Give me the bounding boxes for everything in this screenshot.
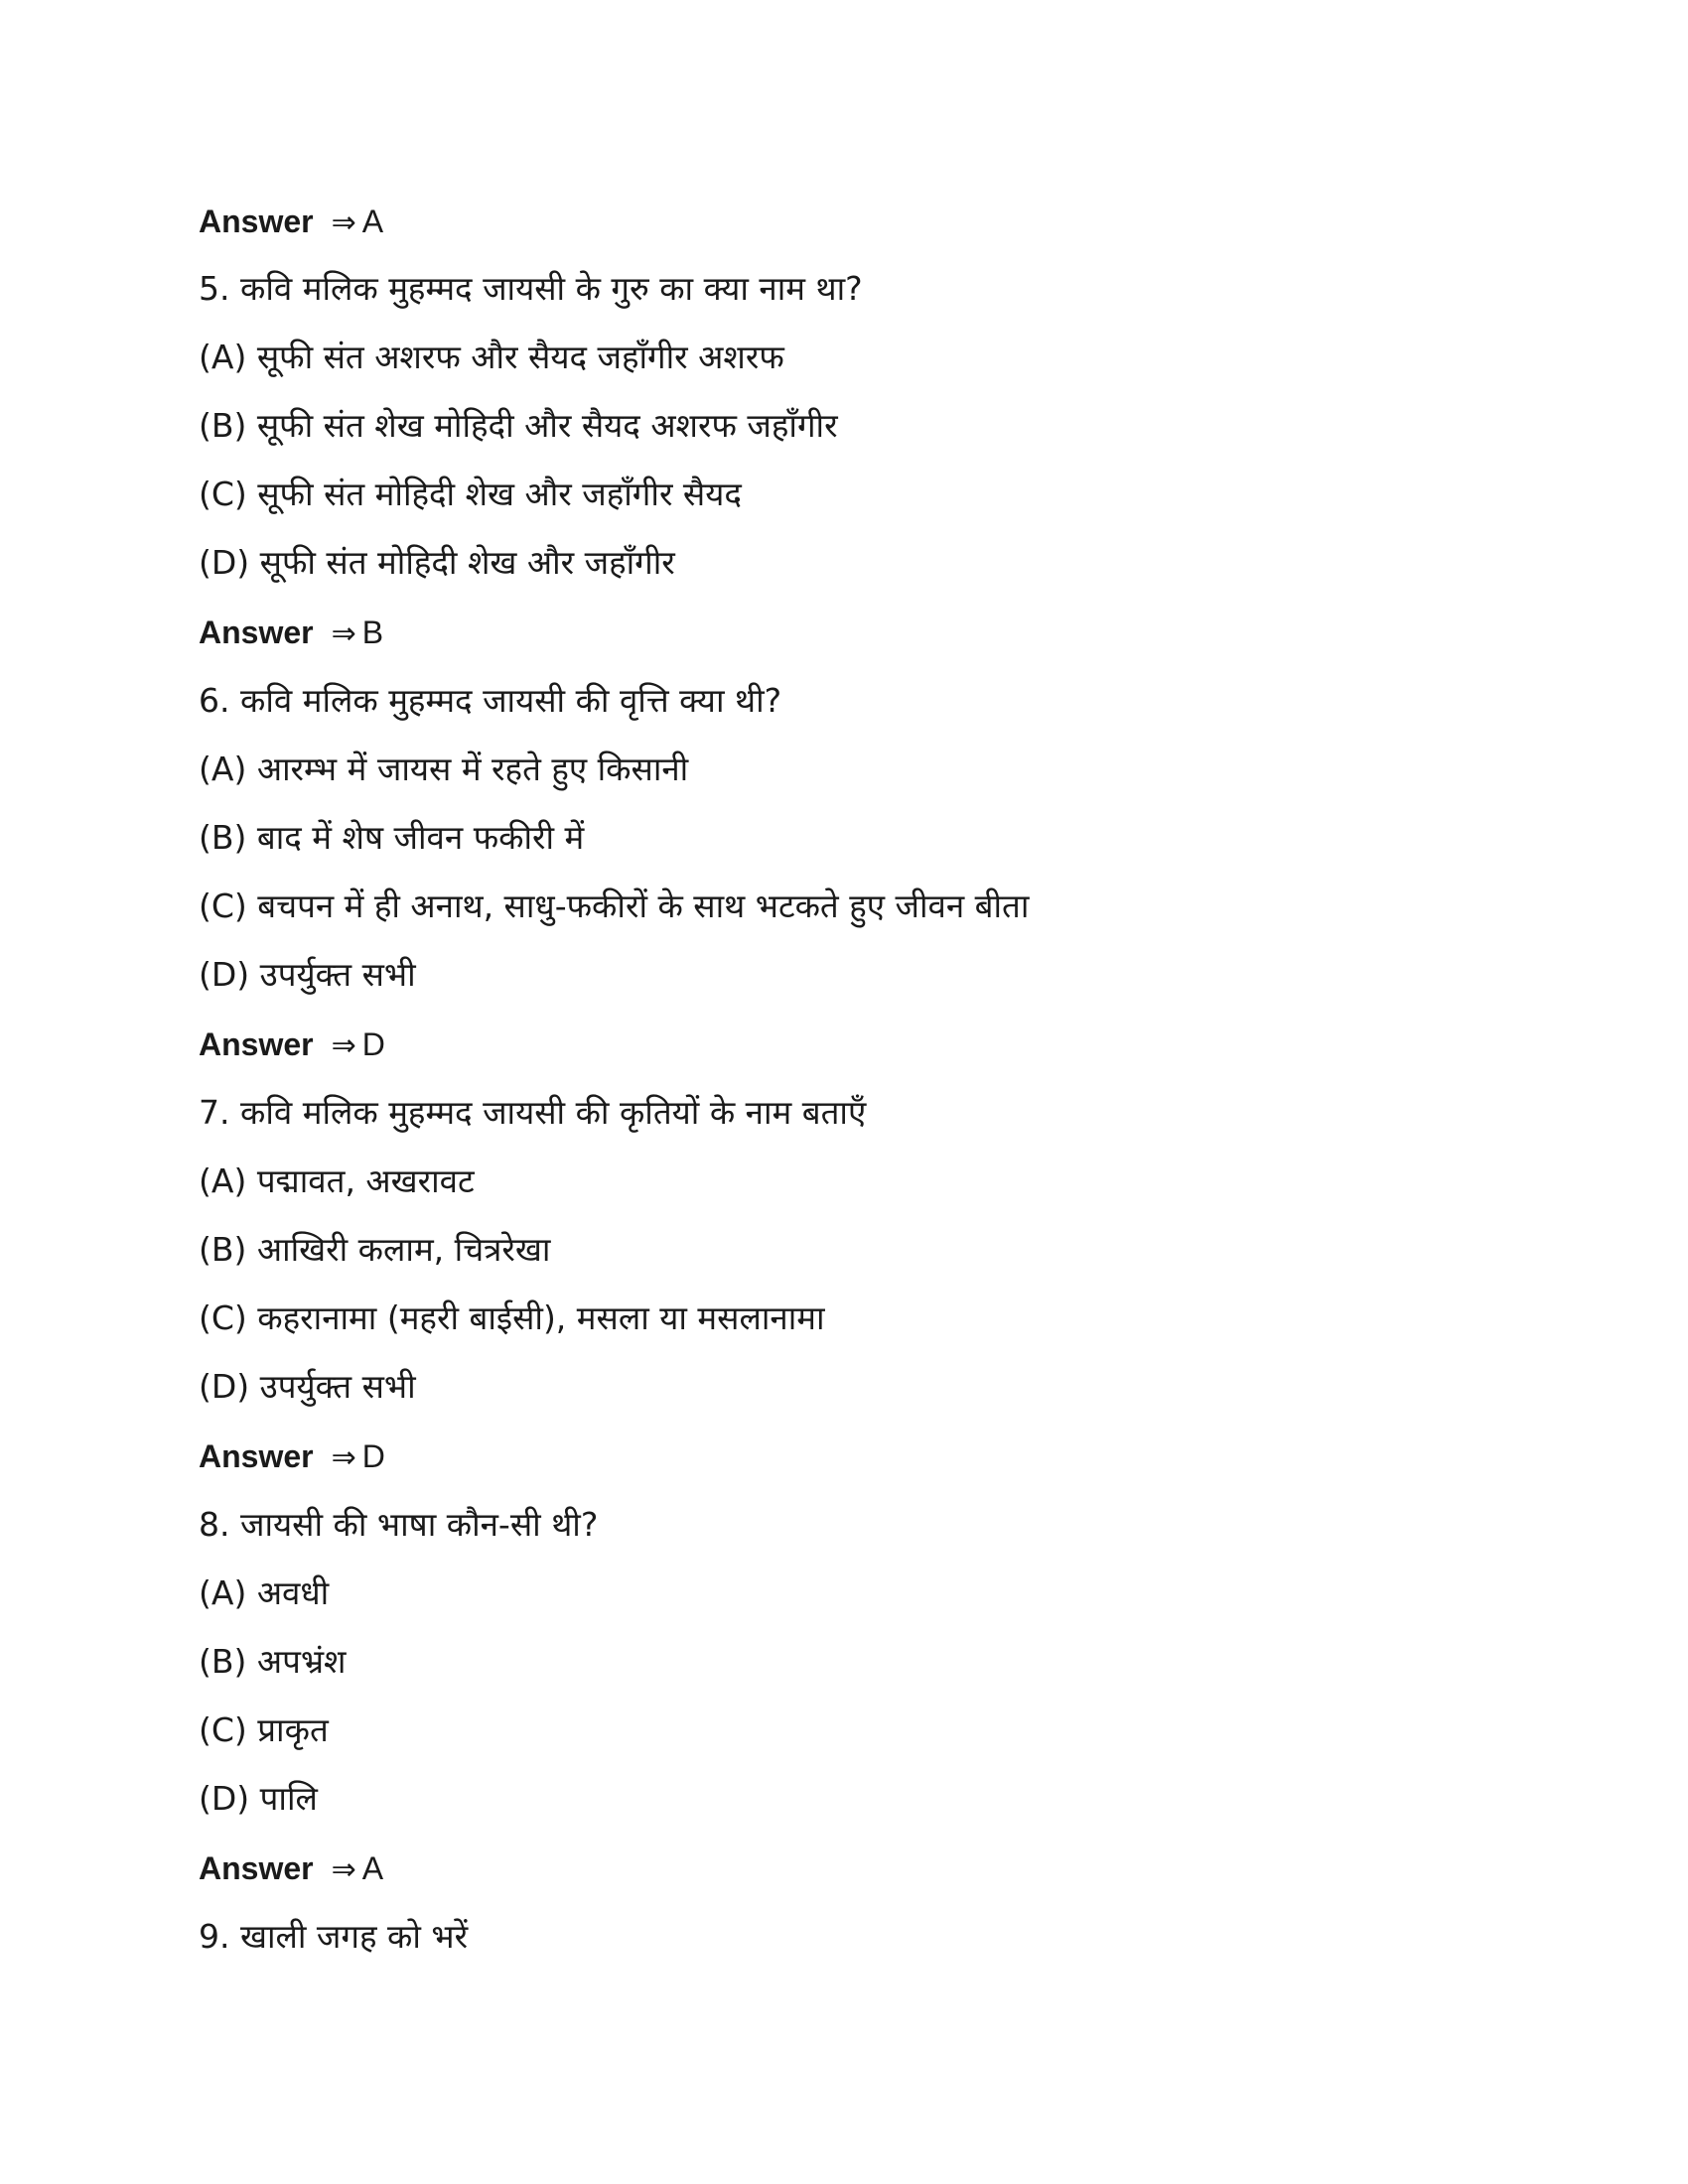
option-d: (D) उपर्युक्त सभी <box>199 955 416 994</box>
option-d: (D) सूफी संत मोहिदी शेख और जहाँगीर <box>199 543 675 582</box>
implies-arrow-icon: ⇒ <box>331 205 356 240</box>
option-d: (D) उपर्युक्त सभी <box>199 1367 416 1406</box>
implies-arrow-icon: ⇒ <box>331 1028 356 1063</box>
option-a: (A) आरम्भ में जायस में रहते हुए किसानी <box>199 750 689 788</box>
answer-line <box>199 611 383 656</box>
answer-label: Answer <box>199 1026 314 1062</box>
answer-value: D <box>361 1026 385 1062</box>
answer-label: Answer <box>199 1438 314 1474</box>
option-a: (A) पद्मावत, अखरावट <box>199 1161 475 1200</box>
answer-line <box>199 1846 383 1892</box>
option-b: (B) अपभ्रंश <box>199 1642 347 1681</box>
answer-value: A <box>361 1850 384 1886</box>
answer-value: B <box>361 614 384 650</box>
question-text: 9. खाली जगह को भरें <box>199 1917 469 1956</box>
option-c: (C) प्राकृत <box>199 1710 329 1749</box>
answer-value: D <box>361 1438 385 1474</box>
option-a: (A) अवधी <box>199 1573 330 1612</box>
option-c: (C) सूफी संत मोहिदी शेख और जहाँगीर सैयद <box>199 475 742 513</box>
answer-line <box>199 1434 385 1480</box>
question-text: 7. कवि मलिक मुहम्मद जायसी की कृतियों के नाम बताएँ <box>199 1093 867 1132</box>
question-text: 5. कवि मलिक मुहम्मद जायसी के गुरु का क्या नाम था? <box>199 269 863 308</box>
answer-label: Answer <box>199 614 314 650</box>
answer-line <box>199 200 383 245</box>
option-b: (B) बाद में शेष जीवन फकीरी में <box>199 818 585 857</box>
option-d: (D) पालि <box>199 1779 318 1818</box>
option-c: (C) कहरानामा (महरी बाईसी), मसला या मसलानामा <box>199 1298 825 1337</box>
option-b: (B) आखिरी कलाम, चित्ररेखा <box>199 1230 551 1269</box>
option-c: (C) बचपन में ही अनाथ, साधु-फकीरों के साथ भटकते हुए जीवन बीता <box>199 887 1030 925</box>
answer-label: Answer <box>199 204 314 239</box>
question-text: 8. जायसी की भाषा कौन-सी थी? <box>199 1505 599 1544</box>
implies-arrow-icon: ⇒ <box>331 1852 356 1887</box>
answer-line <box>199 1023 385 1068</box>
implies-arrow-icon: ⇒ <box>331 616 356 651</box>
question-text: 6. कवि मलिक मुहम्मद जायसी की वृत्ति क्या थी? <box>199 681 782 720</box>
answer-value: A <box>361 204 384 239</box>
option-b: (B) सूफी संत शेख मोहिदी और सैयद अशरफ जहाँगीर <box>199 406 838 445</box>
implies-arrow-icon: ⇒ <box>331 1440 356 1475</box>
answer-label: Answer <box>199 1850 314 1886</box>
option-a: (A) सूफी संत अशरफ और सैयद जहाँगीर अशरफ <box>199 338 784 376</box>
